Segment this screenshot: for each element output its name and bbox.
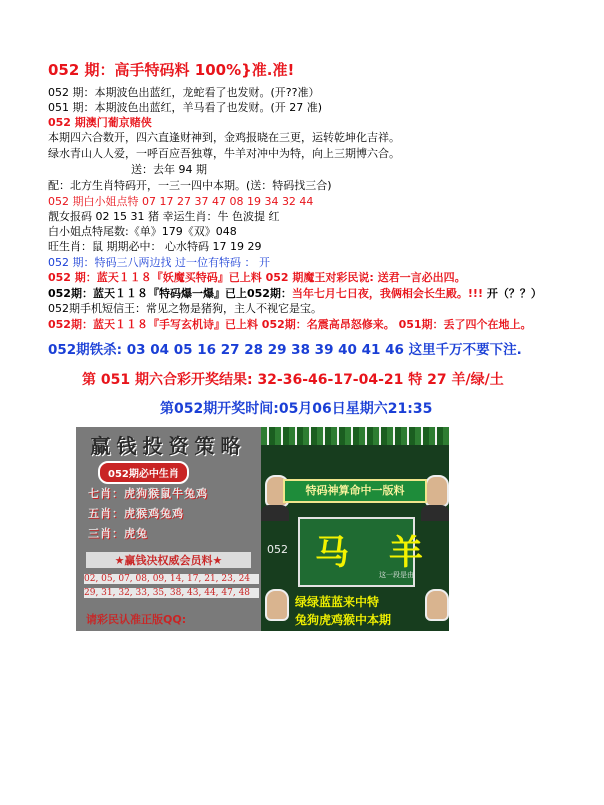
issue-number: 052 (267, 543, 288, 556)
color-line: 绿绿蓝蓝来中特 (295, 595, 380, 609)
must-hit-badge: 052期必中生肖 (98, 461, 189, 484)
gift-line: 送：去年 94 期 (131, 163, 207, 176)
handwritten-poem-line: 052期：蓝天１１８『手写玄机诗』已上料 052期：名震高昂怒修来。 051期：丢了四个在地上。 (48, 318, 532, 331)
investment-strategy-image (76, 427, 261, 631)
number-row-1: 02, 05, 07, 08, 09, 14, 17, 21, 23, 24 (84, 574, 259, 584)
section-heading-macau: 052 期澳门葡京赌侠 (48, 116, 152, 129)
portrait-face-bottom-left (265, 589, 289, 621)
zodiac-row-3: 三肖：虎兔 (88, 527, 148, 540)
prediction-header: 特码神算命中一版料 (283, 479, 427, 503)
zodiac-row-5: 五肖：虎猴鸡兔鸡 (88, 507, 184, 520)
burst-line-label: 052期：蓝天１１８『特码爆一爆』已上052期： (48, 287, 292, 300)
prediction-line-051-color: 051 期：本期波色出蓝红，羊马看了也发财。(开 27 准) (48, 101, 323, 114)
portrait-face-bottom-right (425, 589, 449, 621)
portrait-suit-top-left (261, 505, 289, 521)
match-line: 配：北方生肖特码开，一三一四中本期。(送：特码找三合) (48, 179, 332, 192)
sms-line: 052期手机短信王：常见之物是猪狗，主人不视它是宝。 (48, 302, 322, 315)
poem-line-2: 绿水青山人人爱，一呼百应吾独尊，牛羊对冲中为特，向上三期博六合。 (48, 147, 400, 160)
portrait-face-top-right (425, 475, 449, 507)
prediction-line-052-color: 052 期：本期波色出蓝红，龙蛇看了也发财。(开??准） (48, 86, 320, 99)
zodiac-pick: 马 羊 (315, 533, 437, 573)
beauty-numbers: 靓女报码 02 15 31 猪 幸运生肖：牛 色波提 红 (48, 210, 280, 223)
burst-line-poem: 当年七月七日夜，我俩相会长生殿。!!! (291, 287, 483, 300)
draw-time: 第052期开奖时间:05月06日星期六21:35 (160, 401, 433, 417)
burst-line-open: 开（？？） (482, 287, 542, 300)
strategy-title: 赢钱投资策略 (90, 434, 247, 458)
number-row-2: 29, 31, 32, 33, 35, 38, 43, 44, 47, 48 (84, 588, 259, 598)
lucky-zodiac-line: 旺生肖：鼠 期期必中： 心水特码 17 19 29 (48, 240, 262, 253)
small-caption: 这一段是由 (379, 571, 414, 579)
tail-numbers: 白小姐点特尾数:《单》179《双》048 (48, 225, 237, 238)
poem-line-1: 本期四六合数开，四六直逢财神到，金鸡报晓在三更，运转乾坤化吉祥。 (48, 131, 400, 144)
member-banner: ★赢钱决权威会员料★ (86, 552, 251, 568)
decorative-strip (261, 427, 449, 445)
portrait-suit-top-right (421, 505, 449, 521)
previous-result: 第 051 期六合彩开奖结果: 32-36-46-17-04-21 特 27 羊/绿/土 (82, 372, 504, 388)
zodiac-row-7: 七肖：虎狗猴鼠牛兔鸡 (88, 487, 208, 500)
zodiac-line: 兔狗虎鸡猴中本期 (295, 613, 392, 627)
qq-notice: 请彩民认准正版QQ: (86, 613, 187, 626)
white-lady-numbers: 052 期白小姐点特 07 17 27 37 47 08 19 34 32 44 (48, 195, 314, 208)
page-title: 052 期：高手特码料 100%}准.准! (48, 61, 295, 79)
burst-line (48, 287, 542, 301)
kill-numbers: 052期铁杀: 03 04 05 16 27 28 29 38 39 40 41 46 这里千万不要下注. (48, 342, 522, 358)
zodiac-prediction-image (261, 427, 449, 631)
demon-line: 052 期：蓝天１１８『妖魔买特码』已上料 052 期魔王对彩民说: 送君一言必出四。 (48, 271, 466, 284)
special-code-hint: 052 期：特码三八两边找 过一位有特码 ： 开 (48, 256, 270, 269)
